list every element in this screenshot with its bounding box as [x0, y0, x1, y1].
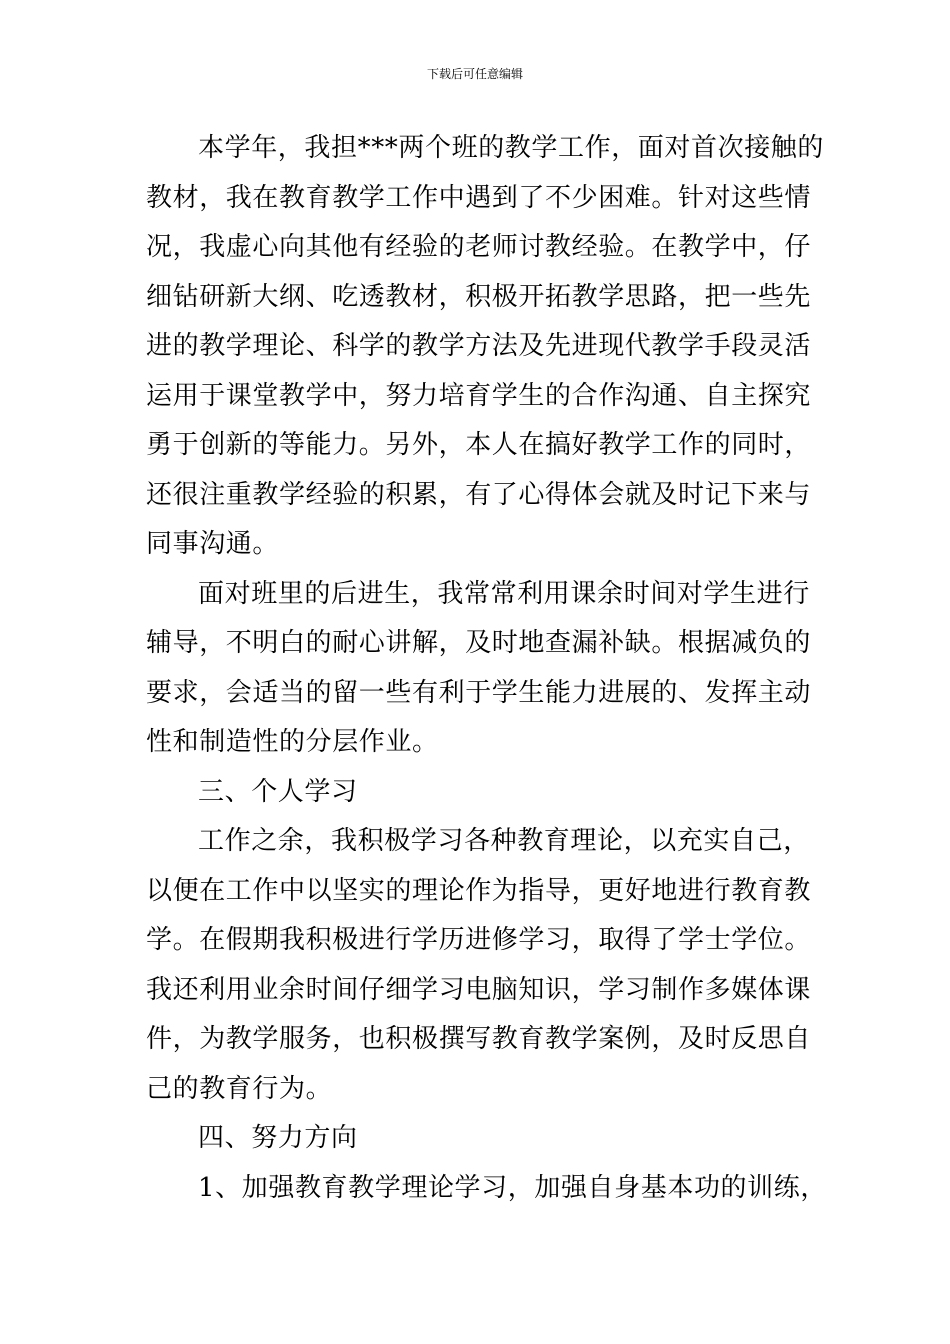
text-line: 工作之余，我积极学习各种教育理论，以充实自己， [198, 826, 810, 856]
text-line: 细钻研新大纲、吃透教材，积极开拓教学思路，把一些先 [146, 281, 812, 312]
text-line: 己的教育行为。 [146, 1073, 333, 1104]
text-line: 我还利用业余时间仔细学习电脑知识，学习制作多媒体课 [146, 974, 812, 1005]
list-item: 1、加强教育教学理论学习，加强自身基本功的训练， [198, 1172, 827, 1203]
text-line: 以便在工作中以坚实的理论作为指导，更好地进行教育教 [146, 875, 812, 906]
section-heading: 四、努力方向 [198, 1123, 358, 1153]
document-body [146, 124, 827, 1213]
text-line: 教材，我在教育教学工作中遇到了不少困难。针对这些情 [146, 182, 812, 213]
text-line: 件，为教学服务，也积极撰写教育教学案例，及时反思自 [146, 1024, 812, 1054]
text-line: 本学年，我担***两个班的教学工作，面对首次接触的 [198, 133, 825, 163]
page-header: 下载后可任意编辑 [426, 67, 523, 81]
text-line: 学。在假期我积极进行学历进修学习，取得了学士学位。 [146, 925, 812, 955]
text-line: 运用于课堂教学中，努力培育学生的合作沟通、自主探究 [146, 380, 812, 411]
text-line: 进的教学理论、科学的教学方法及先进现代教学手段灵活 [146, 331, 812, 361]
section-heading: 三、个人学习 [198, 776, 358, 807]
text-line: 性和制造性的分层作业。 [146, 727, 439, 757]
text-line: 要求，会适当的留一些有利于学生能力进展的、发挥主动 [146, 677, 812, 708]
text-line: 还很注重教学经验的积累，有了心得体会就及时记下来与 [146, 479, 812, 510]
text-line: 辅导，不明白的耐心讲解，及时地查漏补缺。根据减负的 [146, 628, 812, 658]
text-line: 同事沟通。 [146, 529, 280, 559]
text-line: 面对班里的后进生，我常常利用课余时间对学生进行 [198, 578, 810, 609]
text-line: 勇于创新的等能力。另外，本人在搞好教学工作的同时， [146, 430, 812, 460]
text-line: 况，我虚心向其他有经验的老师讨教经验。在教学中，仔 [146, 232, 812, 262]
